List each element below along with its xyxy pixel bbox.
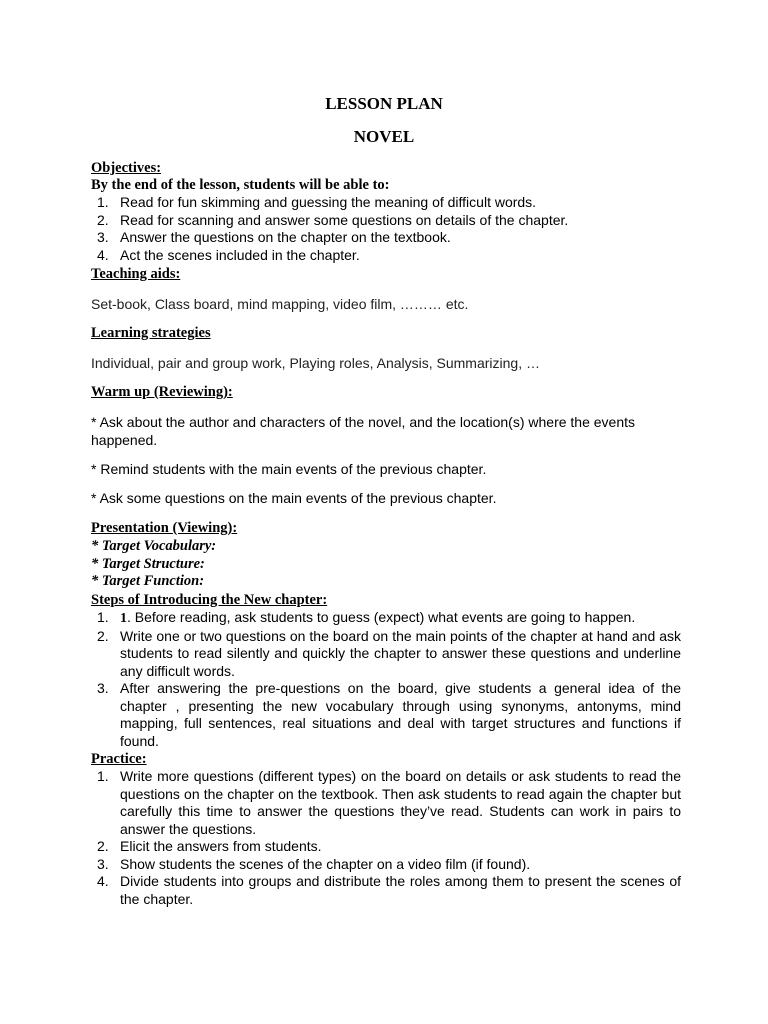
page-subtitle: NOVEL [353, 127, 415, 146]
list-item: 1. Write more questions (different types) on the board on details or ask students to read the questions on the chapter on the textbook. Then ask students to read again the chapter but carefully this time to answer the questions they’ve read. Students can work in pairs to answer the questions. [97, 768, 681, 837]
target-structure: * Target Structure: [91, 556, 205, 572]
warm-up-heading: Warm up (Reviewing): [91, 384, 233, 400]
warm-up-item-3: * Ask some questions on the main events of the previous chapter. [91, 490, 497, 506]
page-title: LESSON PLAN [325, 94, 443, 113]
steps-heading: Steps of Introducing the New chapter: [91, 592, 328, 608]
list-item: 4. Divide students into groups and distribute the roles among them to present the scenes of the chapter. [97, 873, 681, 907]
list-item: 4. Act the scenes included in the chapter. [97, 246, 360, 263]
warm-up-item-2: * Remind students with the main events of the previous chapter. [91, 461, 487, 477]
list-item: 3. Answer the questions on the chapter on the textbook. [97, 229, 451, 245]
learning-strategies-text: Individual, pair and group work, Playing roles, Analysis, Summarizing, … [91, 355, 540, 371]
teaching-aids-text: Set-book, Class board, mind mapping, video film, ……… etc. [91, 296, 469, 312]
target-vocabulary: * Target Vocabulary: [91, 538, 217, 554]
practice-heading: Practice: [91, 751, 147, 767]
target-function: * Target Function: [91, 573, 205, 589]
presentation-heading: Presentation (Viewing): [91, 520, 238, 536]
list-item: 2. Read for scanning and answer some questions on details of the chapter. [97, 211, 569, 228]
objectives-heading: Objectives: [91, 160, 162, 176]
list-item: 3. Show students the scenes of the chapter on a video film (if found). [97, 855, 531, 872]
list-item: 2. Elicit the answers from students. [97, 838, 322, 854]
list-item: 1. 1. Before reading, ask students to guess (expect) what events are going to happen. [97, 609, 636, 626]
warm-up-item-1: * Ask about the author and characters of the novel, and the location(s) where the events happened. [91, 414, 636, 448]
list-item: 1. Read for fun skimming and guessing the meaning of difficult words. [97, 194, 537, 210]
objectives-intro: By the end of the lesson, students will be able to: [91, 177, 390, 193]
practice-list [91, 768, 681, 908]
teaching-aids-heading: Teaching aids: [91, 266, 181, 282]
learning-strategies-heading: Learning strategies [91, 325, 211, 341]
list-item: 2. Write one or two questions on the board on the main points of the chapter at hand and ask students to read silently and quickly the chapter to answer these questions and underline any difficult words. [97, 627, 681, 679]
steps-list [91, 609, 681, 750]
objectives-list [91, 194, 681, 264]
list-item: 3. After answering the pre-questions on the board, give students a general idea of the chapter , presenting the new vocabulary through using synonyms, antonyms, mind mapping, full sentences, real situations and deal with target structures and functions if found. [97, 680, 681, 749]
